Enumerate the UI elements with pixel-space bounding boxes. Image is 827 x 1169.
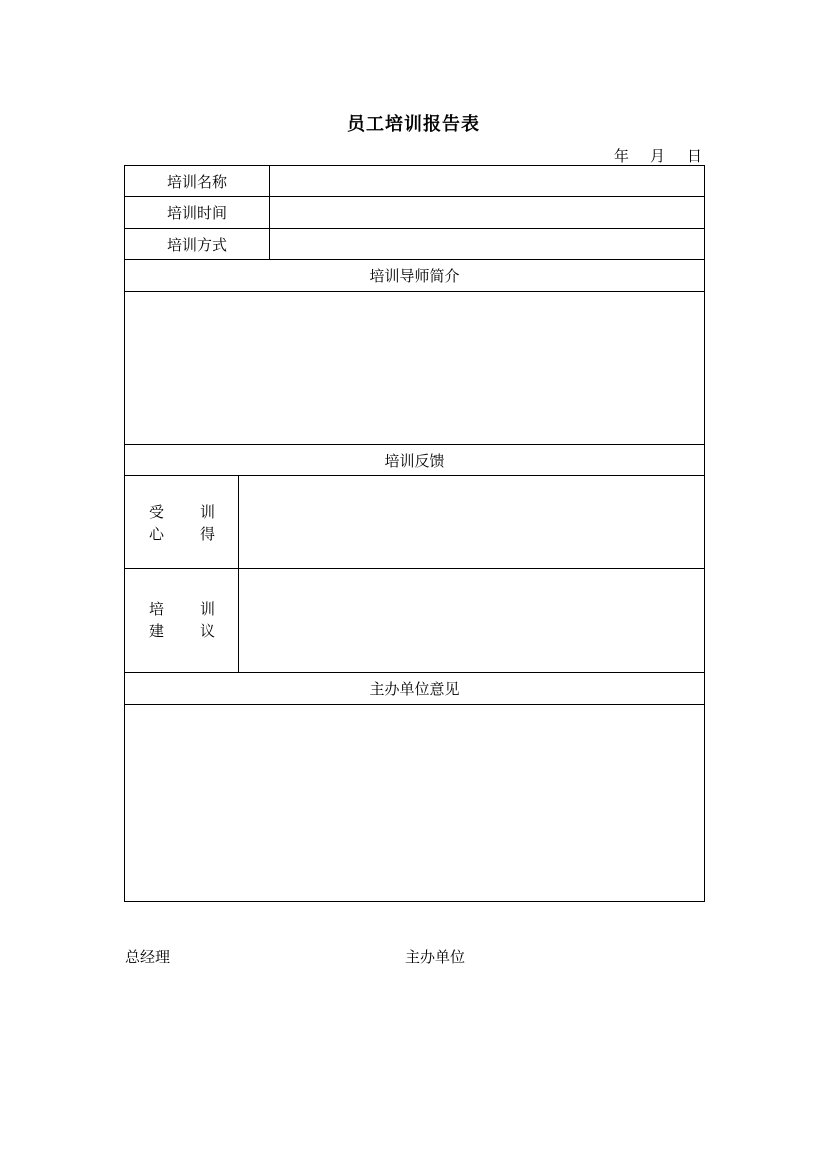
section-header-feedback	[125, 445, 705, 476]
section-heading-organizer-opinion: 主办单位意见	[125, 673, 705, 705]
section-header-mentor-intro	[125, 260, 705, 292]
field-label-training-method: 培训方式	[125, 229, 270, 260]
feedback-row-trainee-insights	[125, 476, 705, 569]
field-value-training-time[interactable]	[270, 197, 705, 229]
training-suggestions-content[interactable]	[239, 569, 705, 673]
field-row-training-name	[125, 166, 705, 197]
label-char: 建	[149, 622, 165, 640]
feedback-row-training-suggestions	[125, 569, 705, 673]
date-day-label: 日	[687, 147, 703, 165]
organizer-signature-label: 主办单位	[405, 948, 466, 966]
field-value-training-method[interactable]	[270, 229, 705, 260]
section-heading-feedback: 培训反馈	[125, 445, 705, 476]
label-char: 得	[200, 525, 216, 543]
feedback-label-training-suggestions	[125, 569, 239, 673]
label-char: 训	[200, 600, 216, 618]
section-body-mentor-intro	[125, 292, 705, 445]
organizer-opinion-content[interactable]	[125, 705, 705, 902]
field-label-training-name: 培训名称	[125, 166, 270, 197]
section-body-organizer-opinion	[125, 705, 705, 902]
label-char: 训	[200, 503, 216, 521]
general-manager-signature-label: 总经理	[125, 948, 171, 966]
section-header-organizer-opinion	[125, 673, 705, 705]
field-value-training-name[interactable]	[270, 166, 705, 197]
label-char: 心	[149, 525, 165, 543]
date-month-label: 月	[650, 147, 666, 165]
mentor-intro-content[interactable]	[125, 292, 705, 445]
document-title: 员工培训报告表	[347, 114, 480, 135]
trainee-insights-content[interactable]	[239, 476, 705, 569]
label-char: 培	[149, 600, 165, 618]
field-row-training-time	[125, 197, 705, 229]
feedback-label-trainee-insights	[125, 476, 239, 569]
training-report-form	[124, 165, 705, 902]
date-year-label: 年	[614, 147, 630, 165]
date-line	[124, 145, 703, 165]
label-char: 受	[149, 503, 165, 521]
field-row-training-method	[125, 229, 705, 260]
section-heading-mentor-intro: 培训导师简介	[125, 260, 705, 292]
field-label-training-time: 培训时间	[125, 197, 270, 229]
label-char: 议	[200, 622, 216, 640]
